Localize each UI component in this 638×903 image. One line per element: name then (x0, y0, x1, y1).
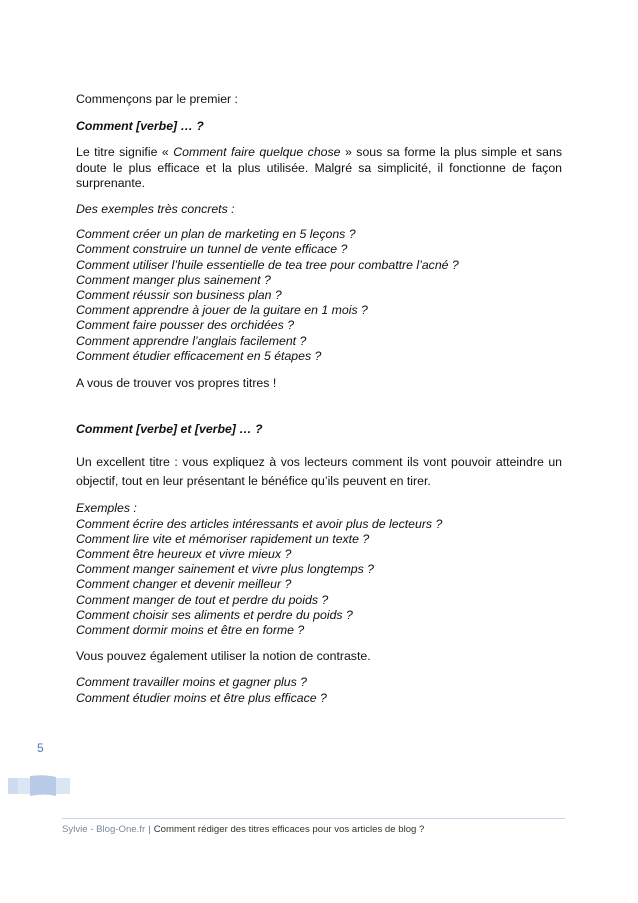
list-item: Comment choisir ses aliments et perdre du poids ? (76, 607, 353, 622)
list-item: Comment dormir moins et être en forme ? (76, 623, 305, 638)
intro-text: Commençons par le premier : (76, 92, 238, 106)
page-number: 5 (37, 741, 44, 755)
list-item: Comment écrire des articles intéressants et avoir plus de lecteurs ? (76, 516, 443, 531)
list-item: Comment apprendre l’anglais facilement ? (76, 333, 307, 348)
document-body (76, 92, 562, 706)
list-item: Comment créer un plan de marketing en 5 leçons ? (76, 227, 356, 242)
examples-list-3 (76, 675, 562, 705)
footer-document-title: Comment rédiger des titres efficaces pour vos articles de blog ? (153, 824, 425, 835)
list-item: Comment travailler moins et gagner plus ? (76, 675, 308, 690)
paragraph-contrast: Vous pouvez également utiliser la notion de contraste. (76, 649, 371, 664)
footer-divider (62, 818, 565, 819)
examples-list-1 (76, 227, 562, 364)
list-item: Comment construire un tunnel de vente efficace ? (76, 242, 348, 257)
footer-separator: | (148, 824, 151, 835)
examples-label-concrete: Des exemples très concrets : (76, 202, 235, 217)
heading-comment-verbe-et-verbe: Comment [verbe] et [verbe] … ? (76, 422, 263, 437)
examples-list-2 (76, 517, 562, 639)
list-item: Comment étudier moins et être plus efficace ? (76, 690, 327, 705)
list-item: Comment manger sainement et vivre plus longtemps ? (76, 562, 374, 577)
list-item: Comment faire pousser des orchidées ? (76, 318, 295, 333)
page-tab-decoration (8, 774, 70, 798)
list-item: Comment utiliser l’huile essentielle de tea tree pour combattre l’acné ? (76, 257, 459, 272)
list-item: Comment manger de tout et perdre du poids ? (76, 592, 329, 607)
list-item: Comment être heureux et vivre mieux ? (76, 547, 292, 562)
list-item: Comment changer et devenir meilleur ? (76, 577, 292, 592)
list-item: Comment réussir son business plan ? (76, 288, 282, 303)
page-footer (62, 824, 424, 835)
footer-author: Sylvie - Blog-One.fr (62, 824, 146, 835)
paragraph-excellent-title: Un excellent titre : vous expliquez à vos lecteurs comment ils vont pouvoir atteindre un objectif, tout en leur présentant le bénéfice qu’ils peuvent en tirer. (76, 455, 562, 489)
heading-comment-verbe: Comment [verbe] … ? (76, 119, 204, 134)
list-item: Comment étudier efficacement en 5 étapes ? (76, 348, 322, 363)
examples-label: Exemples : (76, 501, 137, 516)
list-item: Comment apprendre à jouer de la guitare en 1 mois ? (76, 303, 368, 318)
list-item: Comment manger plus sainement ? (76, 272, 271, 287)
list-item: Comment lire vite et mémoriser rapidement un texte ? (76, 531, 370, 546)
paragraph-title-meaning: Le titre signifie « Comment faire quelque chose » sous sa forme la plus simple et sans doute le plus efficace et la plus utilisée. Malgré sa simplicité, il fonctionne de façon surprenante. (76, 145, 562, 190)
closing-text: A vous de trouver vos propres titres ! (76, 376, 277, 391)
